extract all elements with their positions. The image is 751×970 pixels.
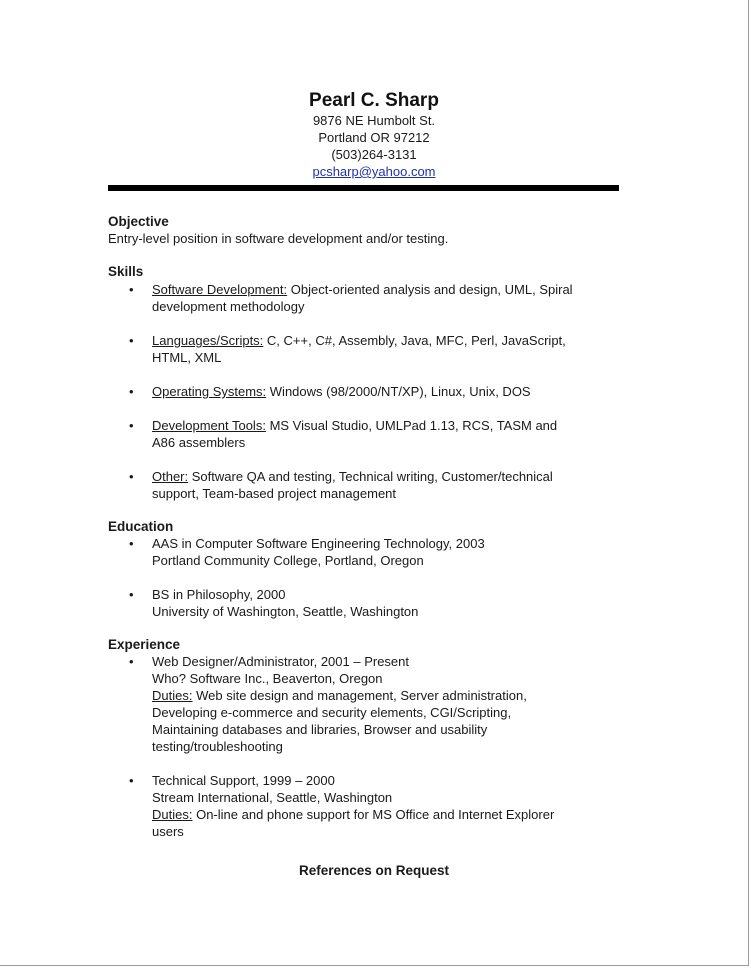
skill-item: [108, 281, 628, 315]
job-role: Technical Support, 1999 – 2000: [152, 773, 335, 788]
skill-label: Operating Systems:: [152, 384, 267, 399]
skill-label: Software Development:: [152, 282, 288, 297]
bullet-icon: •: [129, 418, 134, 433]
section-title-objective: Objective: [108, 214, 169, 229]
bullet-icon: •: [129, 333, 134, 348]
duties-line: Developing e-commerce and security elements, CGI/Scripting,: [152, 705, 512, 720]
applicant-name: Pearl C. Sharp: [309, 90, 439, 111]
duties-line: testing/troubleshooting: [152, 739, 283, 754]
skill-line: MS Visual Studio, UMLPad 1.13, RCS, TASM and: [269, 418, 558, 433]
duties-line: On-line and phone support for MS Office and Internet Explorer: [196, 807, 555, 822]
objective-text: Entry-level position in software development and/or testing.: [108, 231, 449, 246]
objective-section: [108, 213, 628, 247]
resume-body: [108, 213, 628, 840]
duties-label: Duties:: [152, 807, 193, 822]
experience-item: [108, 772, 628, 840]
skill-item: [108, 332, 628, 366]
bullet-icon: •: [129, 282, 134, 297]
skill-item: [108, 383, 628, 400]
school-line: University of Washington, Seattle, Washington: [152, 604, 419, 619]
duties-line: Web site design and management, Server administration,: [196, 688, 527, 703]
section-title-education: Education: [108, 519, 174, 534]
skill-line: Software QA and testing, Technical writing, Customer/technical: [191, 469, 553, 484]
education-section: [108, 518, 628, 620]
experience-item: [108, 653, 628, 755]
bullet-icon: •: [129, 384, 134, 399]
job-role: Web Designer/Administrator, 2001 – Present: [152, 654, 410, 669]
duties-label: Duties:: [152, 688, 193, 703]
education-item: [108, 586, 628, 620]
degree-line: BS in Philosophy, 2000: [152, 587, 286, 602]
skill-label: Languages/Scripts:: [152, 333, 264, 348]
duties-line: Maintaining databases and libraries, Browser and usability: [152, 722, 488, 737]
city-state-zip: Portland OR 97212: [318, 130, 430, 145]
bullet-icon: •: [129, 536, 134, 551]
bullet-icon: •: [129, 469, 134, 484]
skill-item: [108, 417, 628, 451]
experience-section: [108, 636, 628, 840]
skill-line: support, Team-based project management: [152, 486, 397, 501]
education-item: [108, 535, 628, 569]
skill-line: C, C++, C#, Assembly, Java, MFC, Perl, JavaScript,: [266, 333, 566, 348]
skill-line: development methodology: [152, 299, 305, 314]
skill-line: HTML, XML: [152, 350, 222, 365]
header-divider: [108, 185, 619, 191]
skills-section: [108, 263, 628, 502]
references-note: References on Request: [298, 863, 450, 878]
bullet-icon: •: [129, 773, 134, 788]
street-address: 9876 NE Humbolt St.: [312, 113, 436, 128]
skill-line: Object-oriented analysis and design, UML, Spiral: [290, 282, 573, 297]
section-title-skills: Skills: [108, 264, 144, 279]
experience-list: [108, 653, 628, 840]
section-title-experience: Experience: [108, 637, 181, 652]
skill-line: A86 assemblers: [152, 435, 246, 450]
skill-line: Windows (98/2000/NT/XP), Linux, Unix, DOS: [269, 384, 531, 399]
phone-number: (503)264-3131: [331, 147, 417, 162]
education-list: [108, 535, 628, 620]
job-company: Stream International, Seattle, Washington: [152, 790, 393, 805]
degree-line: AAS in Computer Software Engineering Technology, 2003: [152, 536, 485, 551]
duties-line: users: [152, 824, 184, 839]
skill-item: [108, 468, 628, 502]
skill-label: Development Tools:: [152, 418, 266, 433]
job-company: Who? Software Inc., Beaverton, Oregon: [152, 671, 383, 686]
bullet-icon: •: [129, 654, 134, 669]
resume-header: [0, 90, 748, 180]
school-line: Portland Community College, Portland, Oregon: [152, 553, 424, 568]
email-link[interactable]: pcsharp@yahoo.com: [312, 164, 436, 179]
skills-list: [108, 281, 628, 502]
skill-label: Other:: [152, 469, 189, 484]
bullet-icon: •: [129, 587, 134, 602]
